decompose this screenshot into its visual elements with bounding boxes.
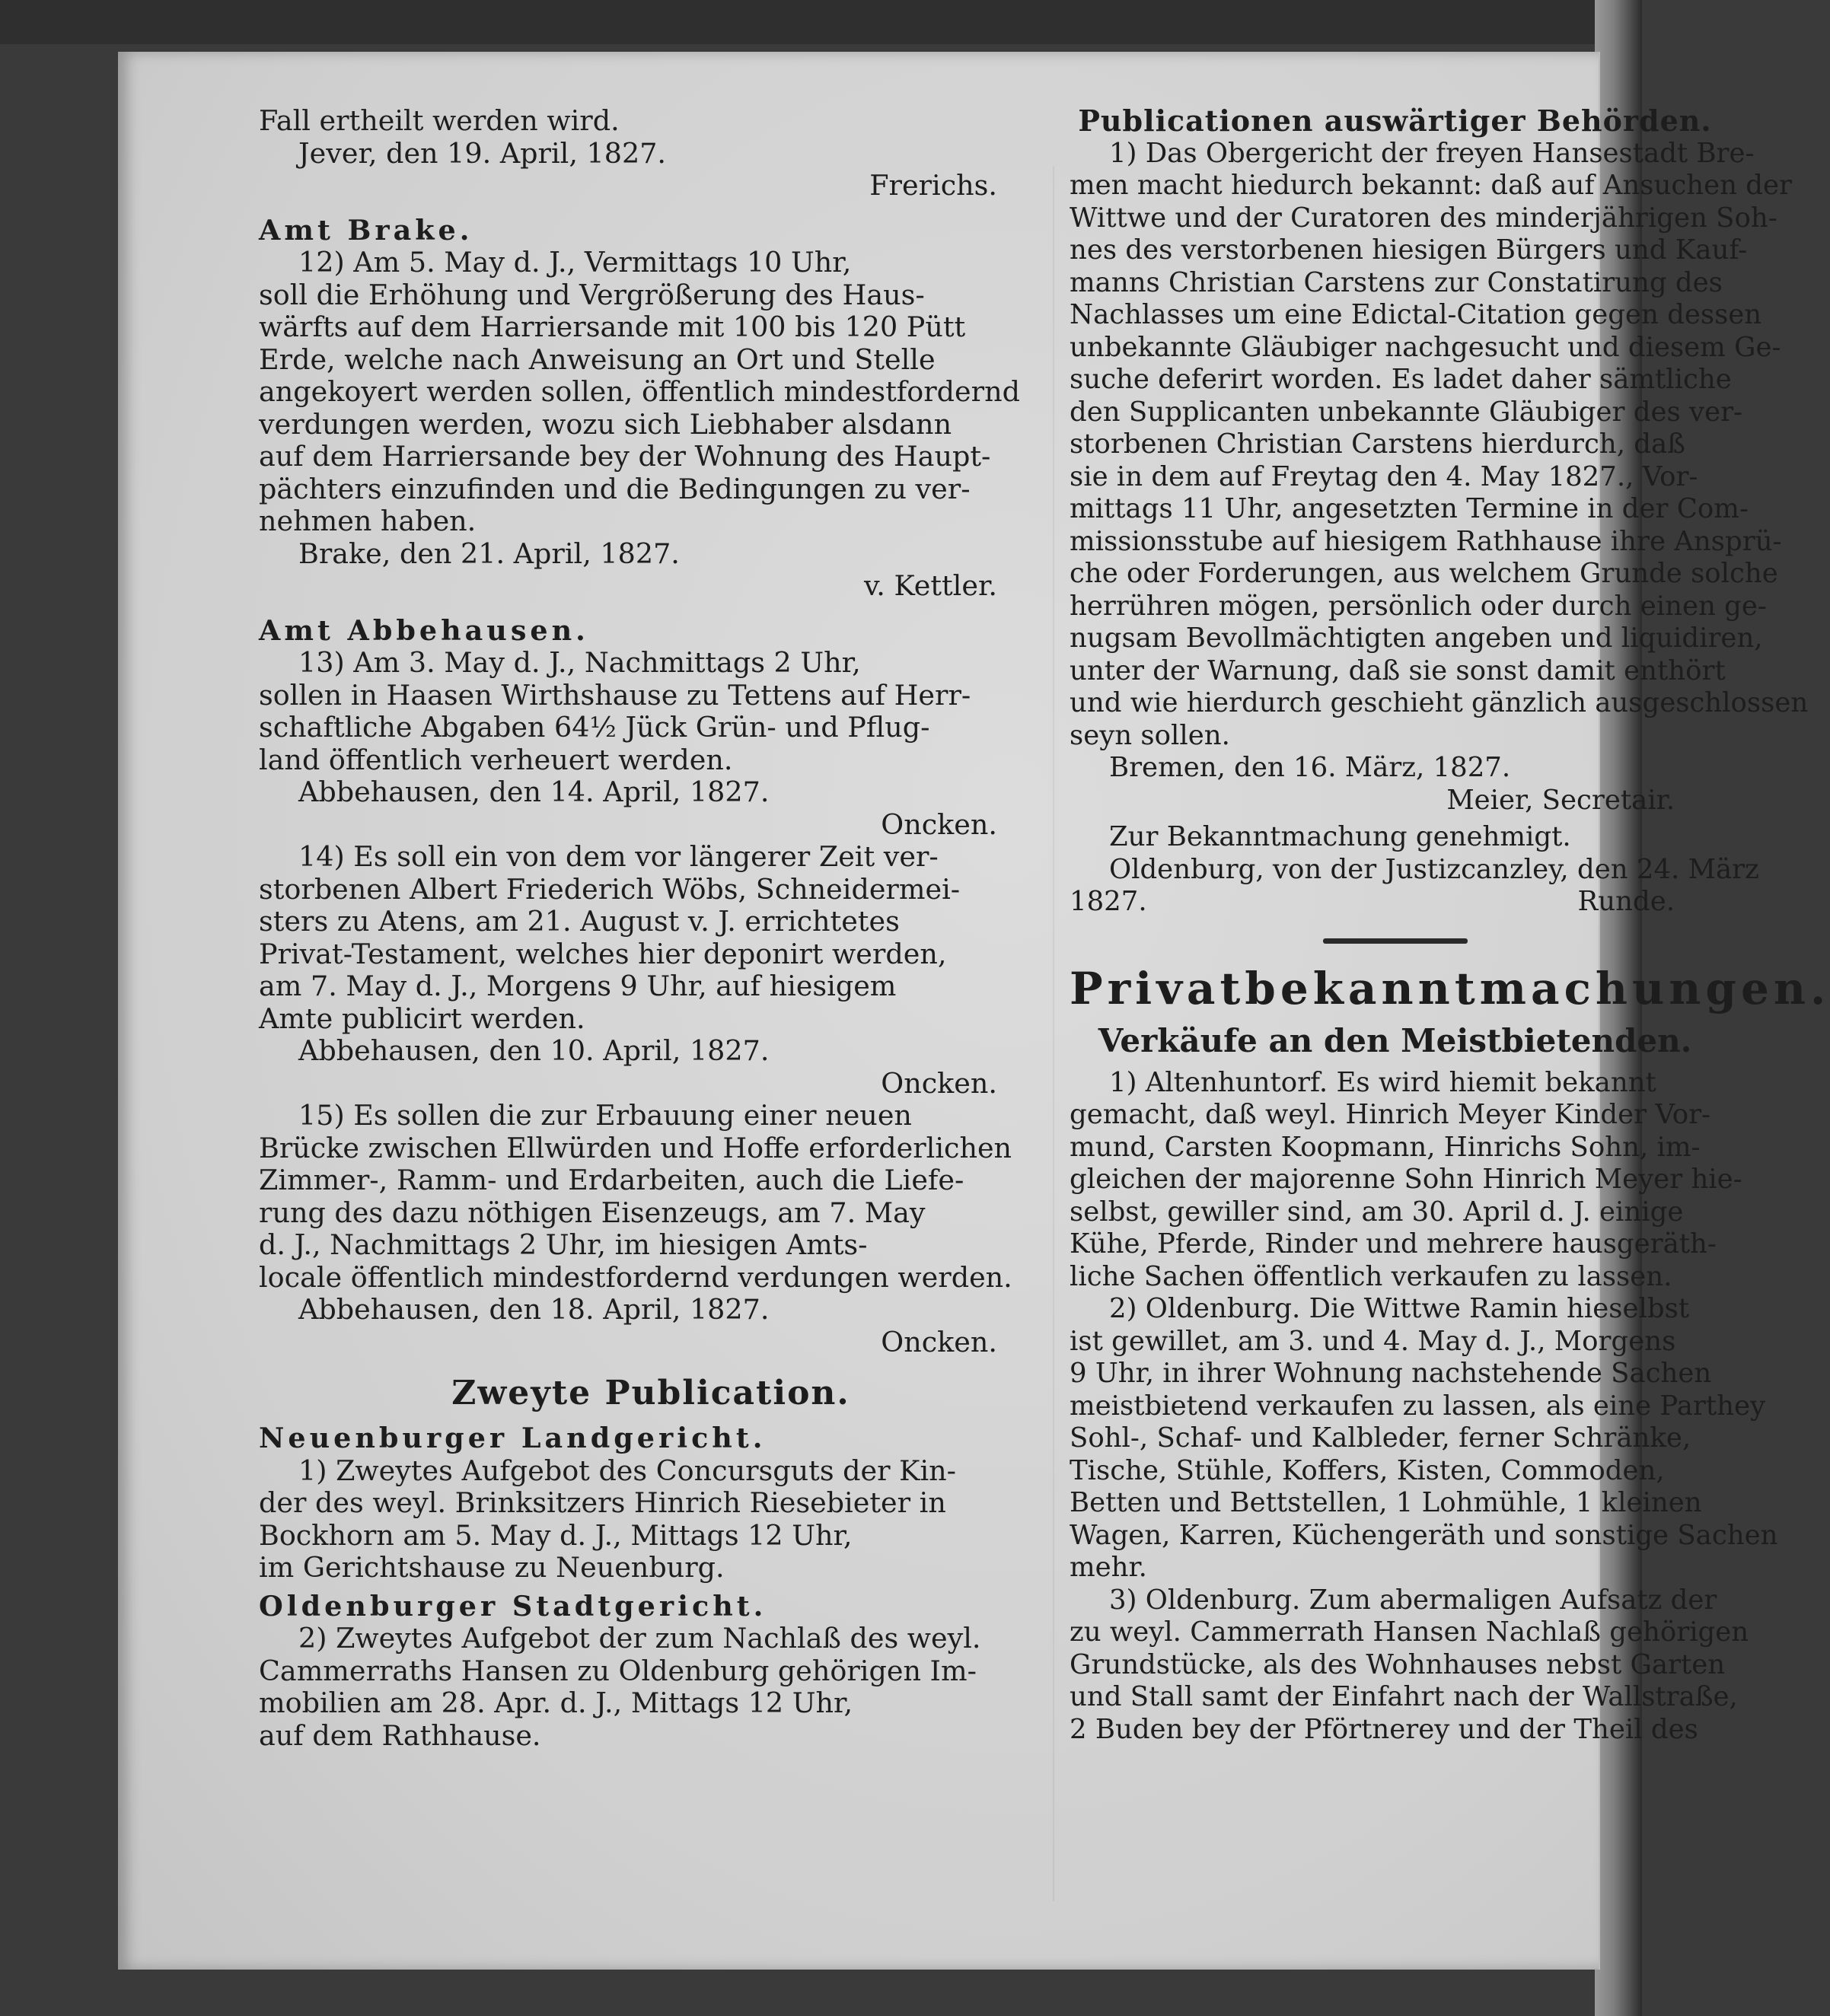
text-line: 2) Oldenburg. Die Wittwe Ramin hieselbst	[1109, 1293, 1690, 1324]
dateline: Bremen, den 16. März, 1827.	[1109, 752, 1511, 783]
text-line: gleichen der majorenne Sohn Hinrich Meyer hie-	[1070, 1164, 1742, 1195]
text-line: Erde, welche nach Anweisung an Ort und Stelle	[259, 342, 936, 376]
text-line: sters zu Atens, am 21. August v. J. errichtetes	[259, 905, 900, 938]
text-line: Brücke zwischen Ellwürden und Hoffe erforderlichen	[259, 1131, 1012, 1164]
text-line: 12) Am 5. May d. J., Vermittags 10 Uhr,	[298, 246, 852, 279]
text-line: missionsstube auf hiesigem Rathhause ihre Ansprü-	[1070, 525, 1782, 557]
notice-neuenburg	[259, 1455, 1043, 1584]
text-line: der des weyl. Brinksitzers Hinrich Riesebieter in	[259, 1486, 946, 1519]
newspaper-page	[118, 52, 1830, 1970]
text-line: herrühren mögen, persönlich oder durch einen ge-	[1070, 590, 1767, 622]
dateline: Abbehausen, den 10. April, 1827.	[298, 1034, 770, 1067]
text-line: 1) Das Obergericht der freyen Hansestadt Bre-	[1109, 137, 1755, 169]
section-heading-amt-abbehausen: Amt Abbehausen.	[259, 613, 589, 647]
text-line: soll die Erhöhung und Vergrößerung des Haus-	[259, 278, 925, 311]
section-heading-privatbekanntmachungen: Privatbekanntmachungen.	[1070, 962, 1830, 1014]
dateline: Brake, den 21. April, 1827.	[298, 537, 680, 570]
text-line: 14) Es soll ein von dem vor längerer Zeit ver-	[298, 840, 939, 873]
text-line: sie in dem auf Freytag den 4. May 1827., Vor-	[1070, 460, 1698, 492]
text-line: Grundstücke, als des Wohnhauses nebst Garten	[1070, 1648, 1726, 1680]
text-line: wärfts auf dem Harriersande mit 100 bis 120 Pütt	[259, 311, 966, 343]
section-rule	[1323, 938, 1468, 944]
text-line: mund, Carsten Koopmann, Hinrichs Sohn, im-	[1070, 1131, 1701, 1163]
text-line: im Gerichtshause zu Neuenburg.	[259, 1551, 725, 1584]
dateline: Abbehausen, den 18. April, 1827.	[298, 1293, 770, 1326]
approval-sign-row	[1070, 886, 1720, 919]
left-column	[259, 105, 1043, 1752]
text-line: che oder Forderungen, aus welchem Grunde solche	[1070, 558, 1778, 589]
text-line: Bockhorn am 5. May d. J., Mittags 12 Uhr,	[259, 1518, 853, 1552]
approval-note: Zur Bekanntmachung genehmigt.	[1109, 821, 1571, 852]
text-line: nes des verstorbenen hiesigen Bürgers und Kauf-	[1070, 234, 1748, 266]
text-line: auf dem Harriersande bey der Wohnung des Haupt-	[259, 440, 991, 473]
notice-bremen	[1070, 137, 1809, 753]
signature: Runde.	[1577, 886, 1675, 917]
subheading-neuenburger-landgericht: Neuenburger Landgericht.	[259, 1422, 767, 1454]
text-line: 9 Uhr, in ihrer Wohnung nachstehende Sachen	[1070, 1358, 1712, 1389]
text-line: Wittwe und der Curatoren des minderjährigen Soh-	[1070, 202, 1777, 234]
text-line: storbenen Christian Carstens hierdurch, daß	[1070, 428, 1685, 460]
text-line: schaftliche Abgaben 64½ Jück Grün- und Pflug-	[259, 711, 930, 744]
text-line: Amte publicirt werden.	[259, 1002, 585, 1035]
text-line: 13) Am 3. May d. J., Nachmittags 2 Uhr,	[298, 646, 861, 679]
text-line: sollen in Haasen Wirthshause zu Tettens auf Herr-	[259, 678, 971, 712]
text-line: rung des dazu nöthigen Eisenzeugs, am 7. May	[259, 1196, 926, 1229]
text-line: Kühe, Pferde, Rinder und mehrere hausgeräth-	[1070, 1228, 1717, 1260]
text-line: seyn sollen.	[1070, 719, 1230, 751]
text-line: d. J., Nachmittags 2 Uhr, im hiesigen Amts-	[259, 1228, 868, 1261]
signature: Oncken.	[881, 1066, 997, 1100]
text-line: mittags 11 Uhr, angesetzten Termine in der Com-	[1070, 493, 1749, 524]
text-line: Betten und Bettstellen, 1 Lohmühle, 1 kleinen	[1070, 1487, 1702, 1518]
notice-14	[259, 841, 1043, 1035]
text-line: 1) Altenhuntorf. Es wird hiemit bekannt	[1109, 1066, 1656, 1098]
text-line: verdungen werden, wozu sich Liebhaber alsdann	[259, 407, 952, 441]
text-line: pächters einzufinden und die Bedingungen zu ver-	[259, 472, 971, 505]
notice-15	[259, 1100, 1043, 1294]
approval-year: 1827.	[1070, 886, 1147, 917]
text-line: land öffentlich verheuert werden.	[259, 743, 733, 776]
text-line: und wie hierdurch geschieht gänzlich ausgeschlossen	[1070, 687, 1809, 718]
signature: Oncken.	[881, 807, 997, 841]
subheading-oldenburger-stadtgericht: Oldenburger Stadtgericht.	[259, 1589, 767, 1623]
text-line: Privat-Testament, welches hier deponirt werden,	[259, 937, 947, 970]
text-line: unter der Warnung, daß sie sonst damit enthört	[1070, 654, 1726, 686]
text-line: angekoyert werden sollen, öffentlich mindestfordernd	[259, 375, 1020, 408]
scan-border-top	[0, 0, 1642, 44]
text-line: 2 Buden bey der Pförtnerey und der Theil des	[1070, 1713, 1698, 1745]
text-line: 3) Oldenburg. Zum abermaligen Aufsatz der	[1109, 1584, 1717, 1616]
text-line: selbst, gewiller sind, am 30. April d. J. einige	[1070, 1196, 1684, 1228]
signature: Oncken.	[881, 1325, 997, 1358]
text-line: Cammerraths Hansen zu Oldenburg gehörigen Im-	[259, 1654, 977, 1687]
text-line: Sohl-, Schaf- und Kalbleder, ferner Schränke,	[1070, 1422, 1691, 1454]
notice-13	[259, 647, 1043, 776]
text-line: men macht hiedurch bekannt: daß auf Ansuchen der	[1070, 170, 1792, 201]
section-heading-amt-brake: Amt Brake.	[259, 213, 473, 247]
text-line: locale öffentlich mindestfordernd verdungen werden.	[259, 1260, 1012, 1294]
text-line: gemacht, daß weyl. Hinrich Meyer Kinder Vor-	[1070, 1099, 1711, 1130]
text-line: ist gewillet, am 3. und 4. May d. J., Morgens	[1070, 1325, 1676, 1357]
text-line: Wagen, Karren, Küchengeräth und sonstige Sachen	[1070, 1519, 1778, 1551]
text-line: Tische, Stühle, Koffers, Kisten, Commoden,	[1070, 1454, 1665, 1486]
section-heading-zweyte-publication: Zweyte Publication.	[451, 1374, 850, 1412]
text-line: Fall ertheilt werden wird.	[259, 104, 620, 137]
dateline: Jever, den 19. April, 1827.	[298, 136, 667, 170]
text-line: mobilien am 28. Apr. d. J., Mittags 12 Uhr,	[259, 1686, 853, 1719]
text-line: zu weyl. Cammerrath Hansen Nachlaß gehörigen	[1070, 1616, 1749, 1648]
notice-oldenburg	[259, 1623, 1043, 1752]
text-line: storbenen Albert Friederich Wöbs, Schneidermei-	[259, 872, 961, 906]
section-heading-publicationen: Publicationen auswärtiger Behörden.	[1078, 104, 1712, 138]
text-line: mehr.	[1070, 1552, 1147, 1583]
text-line: meistbietend verkaufen zu lassen, als eine Parthey	[1070, 1390, 1766, 1422]
column-divider	[1053, 166, 1054, 1901]
subheading-verkaeufe: Verkäufe an den Meistbietenden.	[1098, 1021, 1692, 1059]
text-line: liche Sachen öffentlich verkaufen zu lassen.	[1070, 1260, 1672, 1292]
dateline: Oldenburg, von der Justizcanzley, den 24. März	[1109, 853, 1759, 885]
text-line: am 7. May d. J., Morgens 9 Uhr, auf hiesigem	[259, 970, 897, 1002]
text-line: den Supplicanten unbekannte Gläubiger des ver-	[1070, 396, 1743, 428]
signature: Frerichs.	[869, 169, 997, 202]
text-line: nugsam Bevollmächtigten angeben und liquidiren,	[1070, 623, 1763, 654]
text-line: und Stall samt der Einfahrt nach der Wallstraße,	[1070, 1681, 1738, 1712]
notice-12	[259, 247, 1043, 538]
right-column	[1070, 104, 1830, 1746]
text-line: suche deferirt worden. Es ladet daher sämtliche	[1070, 364, 1732, 395]
signature: Meier, Secretair.	[1446, 784, 1675, 816]
text-line: Nachlasses um eine Edictal-Citation gegen dessen	[1070, 299, 1762, 330]
text-line: 1) Zweytes Aufgebot des Concursguts der Kin-	[298, 1454, 956, 1487]
text-line: unbekannte Gläubiger nachgesucht und diesem Ge-	[1070, 331, 1781, 363]
text-line: nehmen haben.	[259, 505, 477, 537]
text-line: 15) Es sollen die zur Erbauung einer neuen	[298, 1099, 912, 1132]
text-line: auf dem Rathhause.	[259, 1718, 541, 1752]
dateline: Abbehausen, den 14. April, 1827.	[298, 776, 770, 808]
notice-oldenburg-hansen	[1070, 1584, 1749, 1747]
signature: v. Kettler.	[863, 569, 997, 602]
text-line: manns Christian Carstens zur Constatirung des	[1070, 266, 1723, 298]
notice-altenhuntorf	[1070, 1066, 1742, 1294]
text-line: Zimmer-, Ramm- und Erdarbeiten, auch die Liefe-	[259, 1164, 964, 1196]
text-line: 2) Zweytes Aufgebot der zum Nachlaß des weyl.	[298, 1622, 981, 1655]
notice-oldenburg-ramin	[1070, 1293, 1778, 1584]
